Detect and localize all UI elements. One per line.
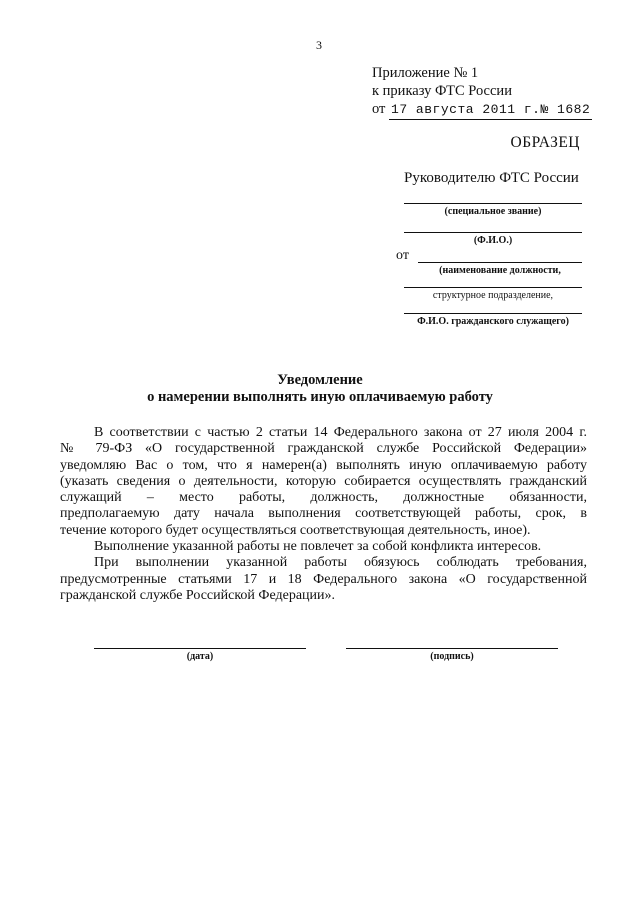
name-caption: (Ф.И.О.) <box>473 235 513 246</box>
notification-body <box>60 425 587 604</box>
addressee-title: Руководителю ФТС России <box>404 170 579 186</box>
body-line: служащий – место работы, должность, должностные обязанности, <box>60 490 587 506</box>
department-line <box>404 287 582 288</box>
body-line: течение которого будет осуществляться соответствующая деятельность, иное). <box>60 522 531 538</box>
annex-line-1: Приложение № 1 <box>372 65 479 81</box>
body-line: Выполнение указанной работы не повлечет за собой конфликта интересов. <box>94 539 542 555</box>
body-line: уведомляю Вас о том, что я намерен(а) выполнять иную оплачиваемую работу <box>60 457 587 473</box>
body-line: предусмотренные статьями 17 и 18 Федерального закона «О государственной <box>60 571 587 587</box>
rank-caption: (специальное звание) <box>444 206 542 217</box>
annex-line-2: к приказу ФТС России <box>372 83 512 99</box>
document-title: Уведомление <box>277 372 363 388</box>
position-caption: (наименование должности, <box>439 265 561 276</box>
order-date-number: 17 августа 2011 г.№ 1682 <box>389 101 592 120</box>
body-line: При выполнении указанной работы обязуюсь соблюдать требования, <box>94 555 587 571</box>
from-label: от <box>396 248 409 263</box>
body-line: (указать сведения о деятельности, которую собирается осуществлять гражданский <box>60 473 587 489</box>
signature-caption: (подпись) <box>430 651 474 662</box>
employee-caption: Ф.И.О. гражданского служащего) <box>417 316 569 327</box>
sample-label: ОБРАЗЕЦ <box>510 134 580 151</box>
date-caption: (дата) <box>186 651 214 662</box>
position-line <box>418 262 582 263</box>
body-line: предполагаемую дату начала выполнения соответствующей работы, срок, в <box>60 506 587 522</box>
body-line: № 79-ФЗ «О государственной гражданской службе Российской Федерации» <box>60 441 587 457</box>
body-line: В соответствии с частью 2 статьи 14 Федерального закона от 27 июля 2004 г. <box>94 425 587 440</box>
rank-line <box>404 203 582 204</box>
page-number: 3 <box>316 38 322 52</box>
department-caption: структурное подразделение, <box>432 290 554 301</box>
signature-line <box>346 648 558 649</box>
employee-line <box>404 313 582 314</box>
name-line <box>404 232 582 233</box>
body-line: гражданской службе Российской Федерации». <box>60 587 336 603</box>
date-line <box>94 648 306 649</box>
document-subtitle: о намерении выполнять иную оплачиваемую работу <box>147 389 493 405</box>
annex-from-prefix: от <box>372 101 386 117</box>
annex-date-line <box>372 100 592 120</box>
